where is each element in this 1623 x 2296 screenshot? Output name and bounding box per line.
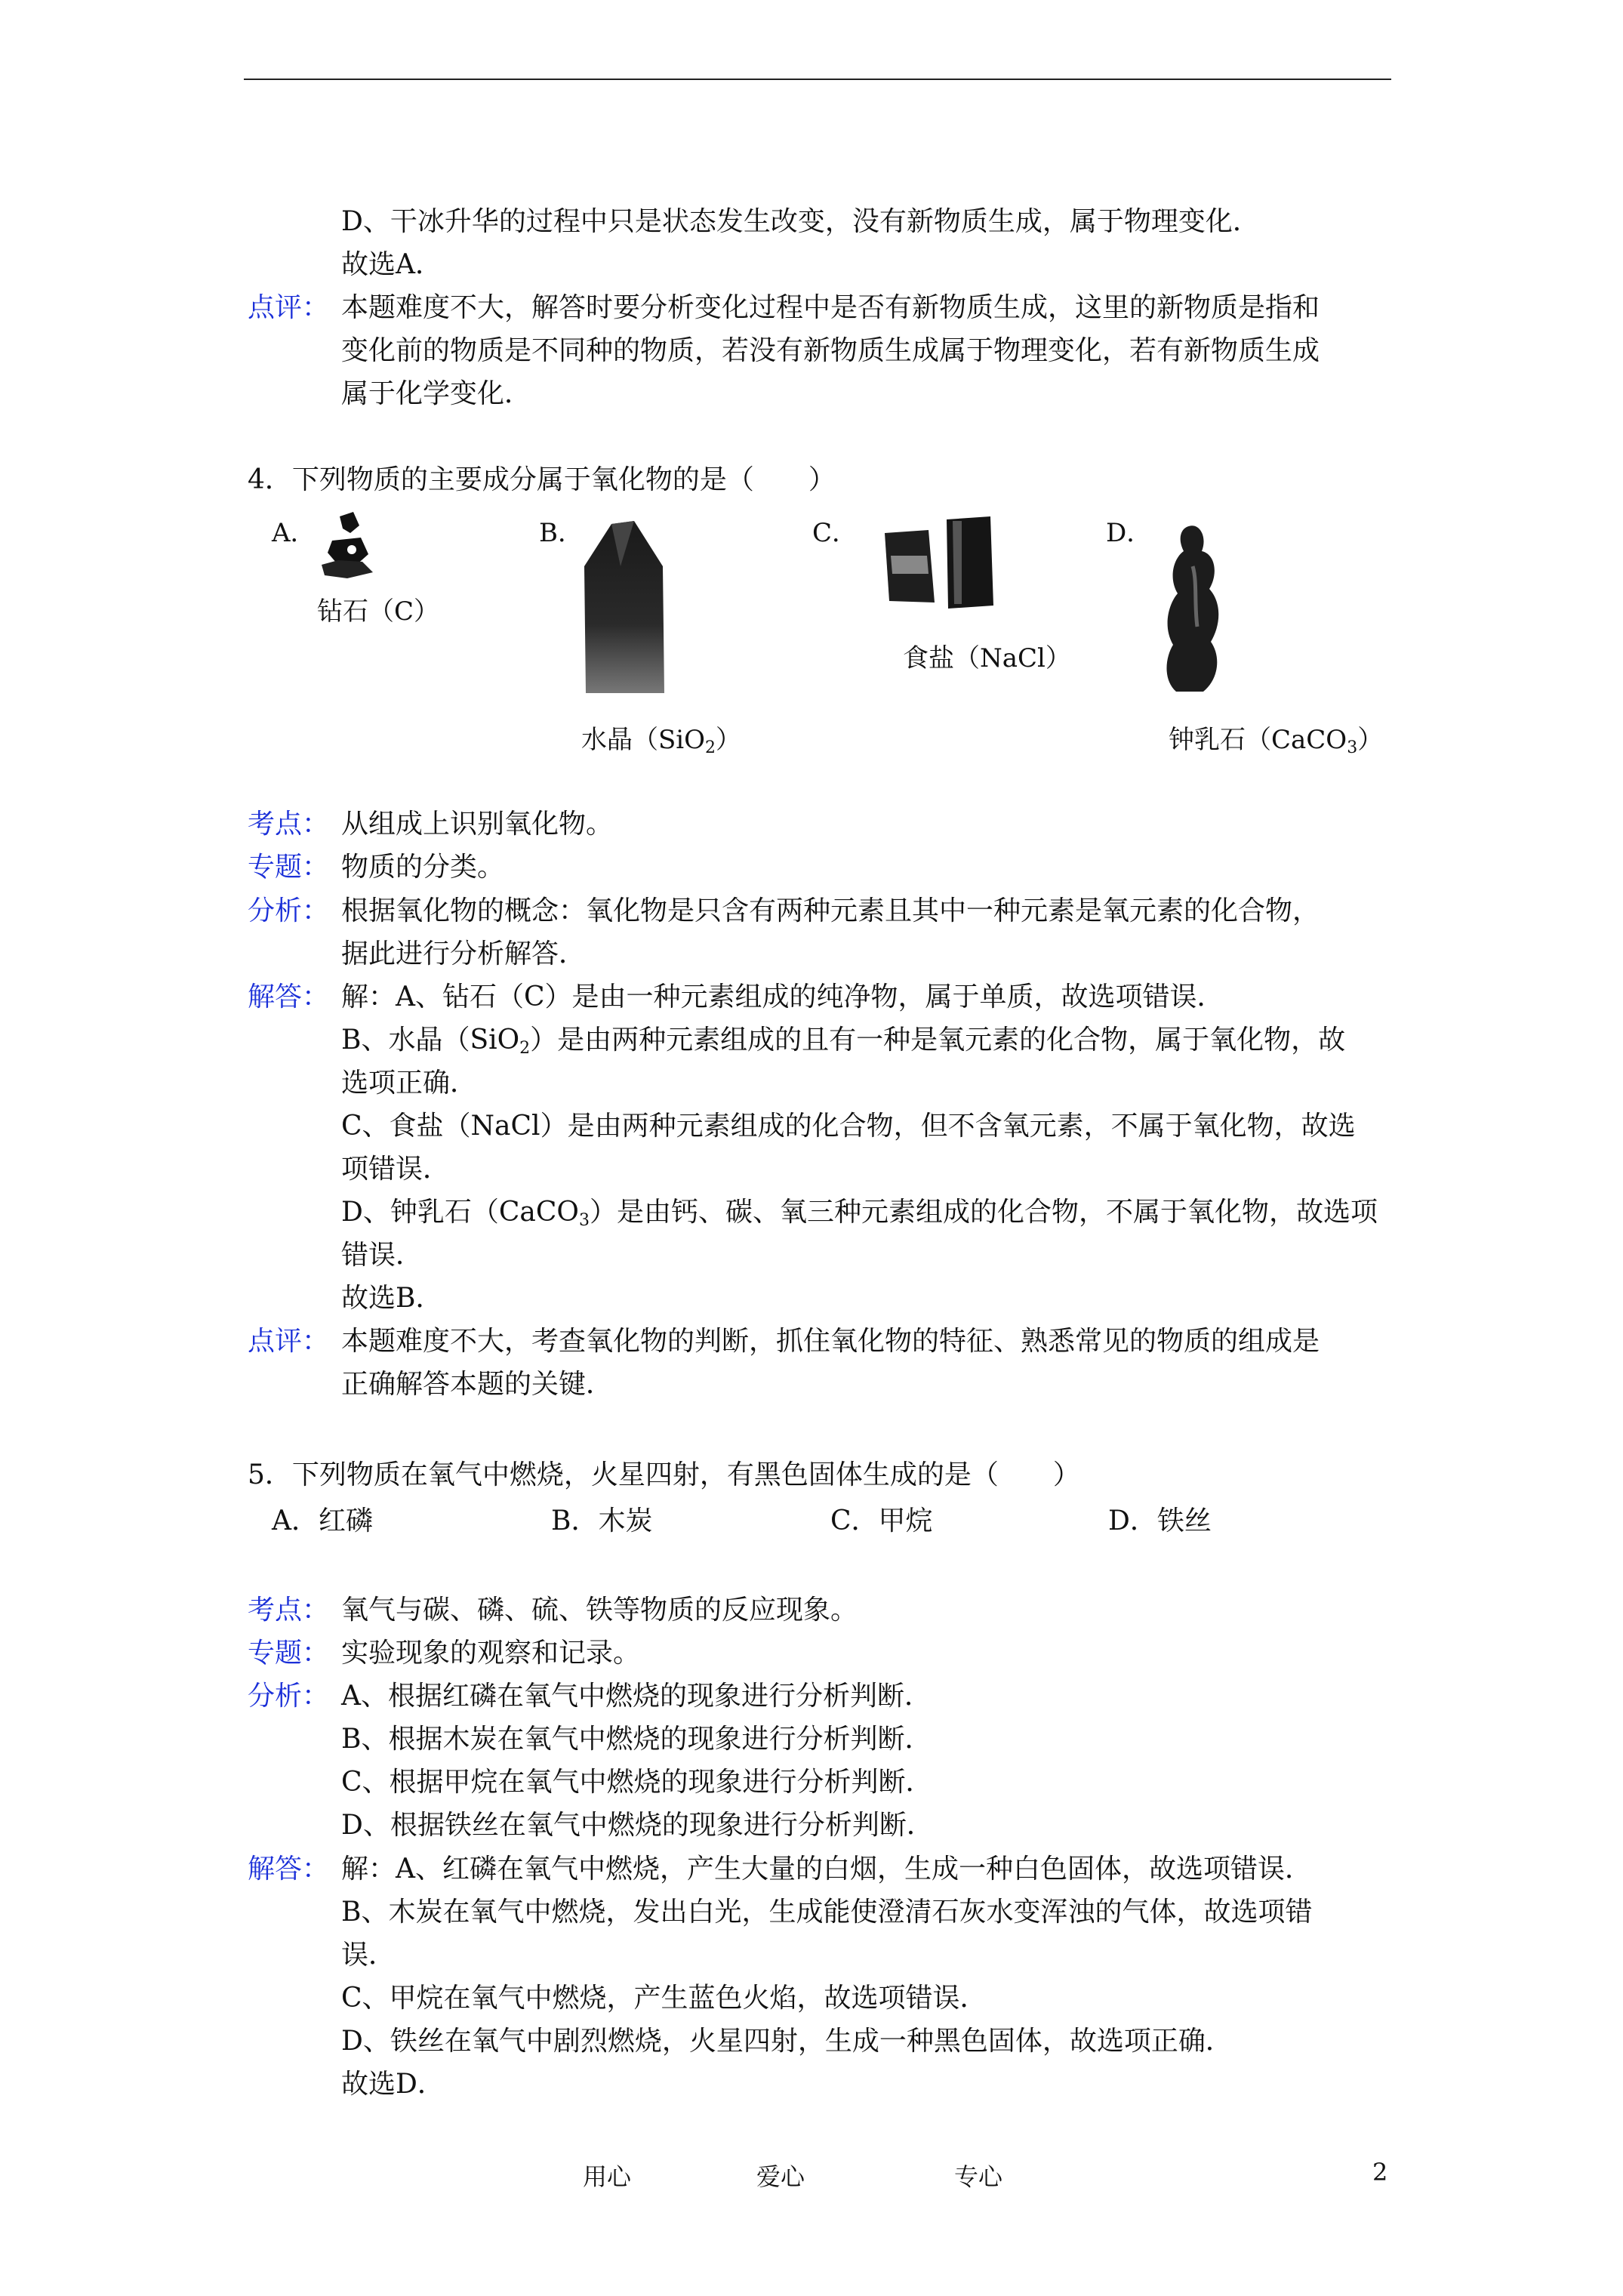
q4-jieda-line: B、水晶（SiO$_2$）是由两种元素组成的且有一种是氧元素的化合物，属于氧化物，故	[341, 1025, 1346, 1058]
q4-jieda-line: 项错误．	[341, 1154, 451, 1185]
q5-option-b: B．木炭	[551, 1505, 653, 1536]
q4-jieda-line: 故选B．	[341, 1283, 443, 1314]
q4-option-a-name: 钻石（C）	[317, 596, 440, 627]
q4-option-c-name: 食盐（NaCl）	[903, 643, 1071, 673]
q4-dianping-line: 正确解答本题的关键．	[341, 1369, 614, 1400]
q5-fenxi-line: A、根据红磷在氧气中燃烧的现象进行分析判断．	[341, 1681, 932, 1712]
quartz-crystal-image	[581, 521, 672, 695]
q5-jieda-line: 解：A、红磷在氧气中燃烧，产生大量的白烟，生成一种白色固体，故选项错误．	[341, 1854, 1312, 1885]
q4-kaodian: 从组成上识别氧化物。	[341, 809, 614, 840]
q5-jieda-line: C、甲烷在氧气中燃烧，产生蓝色火焰，故选项错误．	[341, 1983, 987, 2014]
prev-comment-line: 本题难度不大，解答时要分析变化过程中是否有新物质生成，这里的新物质是指和	[341, 292, 1320, 323]
label-dianping: 点评：	[248, 292, 330, 323]
q5-zhuanti: 实验现象的观察和记录。	[341, 1638, 641, 1669]
label-kaodian: 考点：	[248, 809, 330, 840]
q4-option-c-letter: C．	[812, 518, 858, 548]
prev-choice: 故选A．	[341, 249, 442, 280]
q4-option-d-letter: D．	[1106, 518, 1153, 548]
label-jieda: 解答：	[248, 1854, 330, 1885]
q5-option-d: D．铁丝	[1108, 1505, 1212, 1536]
label-fenxi: 分析：	[248, 1681, 330, 1712]
prev-comment-line: 变化前的物质是不同种的物质，若没有新物质生成属于物理变化，若有新物质生成	[341, 335, 1320, 366]
q5-option-c: C．甲烷	[830, 1505, 933, 1536]
q4-jieda-line: 选项正确．	[341, 1068, 478, 1099]
q5-fenxi-line: D、根据铁丝在氧气中燃烧的现象进行分析判断．	[341, 1810, 934, 1841]
q4-option-d-name: 钟乳石（CaCO$_3$）	[1169, 725, 1384, 757]
q4-option-a-letter: A．	[272, 518, 316, 548]
q5-jieda-line: B、木炭在氧气中燃烧，发出白光，生成能使澄清石灰水变浑浊的气体，故选项错	[341, 1897, 1313, 1928]
label-zhuanti: 专题：	[248, 852, 330, 883]
header-rule	[244, 79, 1391, 80]
q5-jieda-line: 误．	[341, 1940, 396, 1971]
diamond-image	[317, 510, 377, 580]
q4-jieda-line: C、食盐（NaCl）是由两种元素组成的化合物，但不含氧元素，不属于氧化物，故选	[341, 1111, 1356, 1142]
footer-motto-1: 用心	[583, 2162, 632, 2191]
q4-fenxi-line: 根据氧化物的概念：氧化物是只含有两种元素且其中一种元素是氧元素的化合物，	[341, 895, 1320, 926]
label-fenxi: 分析：	[248, 895, 330, 926]
q5-kaodian: 氧气与碳、磷、硫、铁等物质的反应现象。	[341, 1595, 858, 1626]
stalactite-image	[1155, 521, 1230, 695]
prev-comment-line: 属于化学变化．	[341, 378, 532, 409]
q4-zhuanti: 物质的分类。	[341, 852, 505, 883]
label-zhuanti: 专题：	[248, 1638, 330, 1669]
q4-fenxi-line: 据此进行分析解答．	[341, 938, 587, 969]
footer-motto-3: 专心	[954, 2162, 1003, 2191]
label-dianping: 点评：	[248, 1326, 330, 1357]
q4-option-b-letter: B．	[539, 518, 584, 548]
q4-jieda-line: 解：A、钻石（C）是由一种元素组成的纯净物，属于单质，故选项错误．	[341, 982, 1224, 1012]
q5-fenxi-line: C、根据甲烷在氧气中燃烧的现象进行分析判断．	[341, 1767, 933, 1798]
q4-option-b-name: 水晶（SiO$_2$）	[581, 725, 742, 757]
q5-fenxi-line: B、根据木炭在氧气中燃烧的现象进行分析判断．	[341, 1724, 932, 1755]
q5-jieda-line: D、铁丝在氧气中剧烈燃烧，火星四射，生成一种黑色固体，故选项正确．	[341, 2026, 1233, 2057]
footer-motto-2: 爱心	[756, 2162, 805, 2191]
q4-jieda-line: D、钟乳石（CaCO$_3$）是由钙、碳、氧三种元素组成的化合物，不属于氧化物，故选项	[341, 1197, 1378, 1230]
q5-jieda-line: 故选D．	[341, 2069, 445, 2100]
label-jieda: 解答：	[248, 982, 330, 1012]
q5-option-a: A．红磷	[272, 1505, 373, 1536]
salt-crystal-image	[883, 513, 996, 612]
page-number: 2	[1372, 2158, 1388, 2187]
label-kaodian: 考点：	[248, 1595, 330, 1626]
q5-stem: 5．下列物质在氧气中燃烧，火星四射，有黑色固体生成的是（ ）	[248, 1459, 1080, 1490]
q4-stem: 4．下列物质的主要成分属于氧化物的是（ ）	[248, 464, 836, 495]
prev-answer-d: D、干冰升华的过程中只是状态发生改变，没有新物质生成，属于物理变化．	[341, 206, 1260, 237]
q4-dianping-line: 本题难度不大，考查氧化物的判断，抓住氧化物的特征、熟悉常见的物质的组成是	[341, 1326, 1320, 1357]
q4-jieda-line: 错误．	[341, 1240, 423, 1271]
